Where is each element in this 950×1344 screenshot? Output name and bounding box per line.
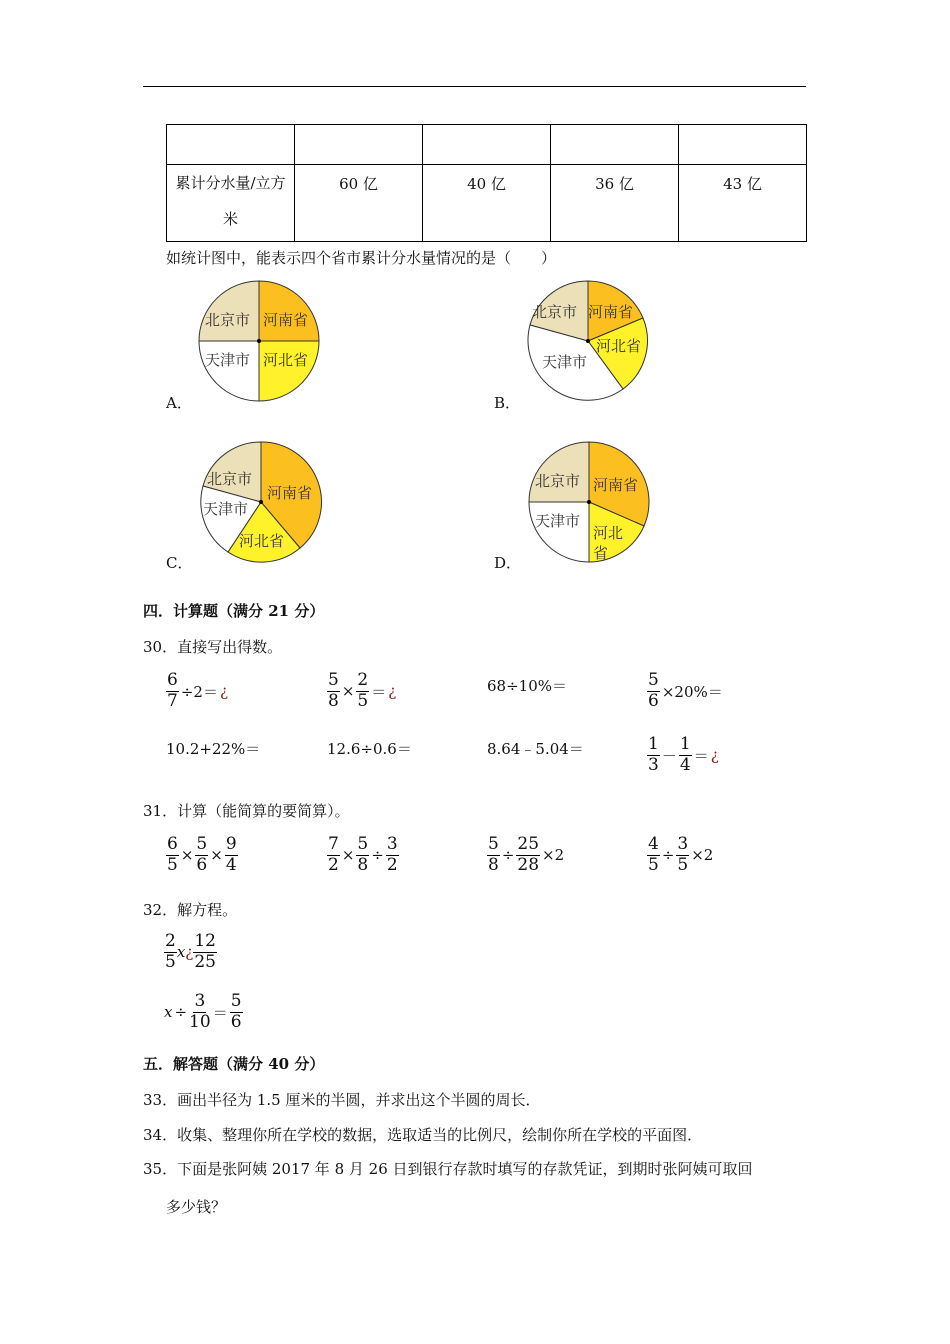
pie-label: 天津市: [203, 500, 249, 518]
q30-expr-8: $\frac{1}{3}$ － $\frac{1}{4}$ ＝ ¿: [648, 734, 719, 775]
table-cell: 43 亿: [679, 165, 807, 242]
option-d-label: D．: [494, 554, 522, 572]
fraction: $\frac{2}{5}$: [165, 931, 176, 972]
pie-label: 天津市: [535, 512, 581, 530]
option-b-label: B．: [494, 394, 521, 412]
fraction: $\frac{3}{2}$: [386, 834, 398, 875]
pie-label: 天津市: [205, 351, 251, 369]
pie-chart-b[interactable]: [526, 279, 650, 403]
fraction: $\frac{25}{28}$: [517, 834, 540, 875]
header-rule: [143, 86, 806, 87]
pie-label: 河南省: [588, 303, 634, 321]
section-5-title: 五．解答题（满分 40 分）: [143, 1055, 325, 1073]
table-header-cell: [423, 125, 551, 165]
pie-label: 河北: [593, 524, 624, 542]
q30-expr-4: $\frac{5}{6}$ ×20%＝: [648, 670, 723, 711]
fraction: $\frac{3}{10}$: [189, 991, 211, 1032]
fraction: $\frac{5}{6}$: [196, 834, 208, 875]
table-header-cell: [295, 125, 423, 165]
pie-label: 北京市: [207, 470, 253, 488]
q30-expr-7: 8.64﹣5.04＝: [487, 740, 584, 758]
question-35-text: 35．下面是张阿姨 2017 年 8 月 26 日到银行存款时填写的存款凭证，到期时张阿姨可取回: [143, 1160, 753, 1178]
table-header-cell: [679, 125, 807, 165]
q30-expr-2: $\frac{5}{8}$ × $\frac{2}{5}$ ＝ ¿: [328, 670, 397, 711]
q31-expr-3: $\frac{5}{8}$ ÷ $\frac{25}{28}$ ×2: [488, 834, 565, 875]
q30-expr-1: $\frac{6}{7}$ ÷2＝ ¿: [167, 670, 228, 711]
pie-label: 北京市: [532, 303, 578, 321]
table-header-cell: [167, 125, 295, 165]
row-label-line2: 米: [222, 210, 238, 228]
pie-label: 北京市: [205, 311, 251, 329]
table-row: [167, 165, 807, 242]
pie-label: 河北省: [596, 337, 642, 355]
fraction: $\frac{3}{5}$: [677, 834, 689, 875]
q32-equation-1: $\frac{2}{5}$ x ¿ $\frac{12}{25}$: [165, 931, 216, 972]
q31-expr-2: $\frac{7}{2}$ × $\frac{5}{8}$ ÷ $\frac{3}{2}$: [328, 834, 398, 875]
pie-chart-c[interactable]: [199, 440, 323, 564]
option-a-label: A．: [166, 394, 192, 412]
pie-label: 河南省: [267, 484, 313, 502]
pie-label: 河南省: [593, 476, 639, 494]
question-31-text: 31．计算（能简算的要简算）。: [143, 802, 350, 820]
table-cell: 36 亿: [551, 165, 679, 242]
pie-label: 河南省: [263, 311, 309, 329]
q32-equation-2: x ÷ $\frac{3}{10}$ ＝ $\frac{5}{6}$: [164, 991, 242, 1032]
fraction: $\frac{1}{4}$: [679, 734, 691, 775]
fraction: $\frac{5}{8}$: [488, 834, 499, 875]
pie-label: 河北省: [239, 532, 285, 550]
section-4-title: 四．计算题（满分 21 分）: [143, 602, 325, 620]
q30-expr-5: 10.2+22%＝: [166, 740, 261, 758]
pie-label: 省: [593, 544, 609, 562]
question-32-text: 32．解方程。: [143, 901, 238, 919]
fraction: $\frac{4}{5}$: [648, 834, 659, 875]
fraction: $\frac{2}{5}$: [357, 670, 369, 711]
question-29-text: 如统计图中，能表示四个省市累计分水量情况的是（ ）: [166, 249, 557, 267]
slice-hebei: [259, 341, 319, 401]
row-label-line1: 累计分水量/立方: [175, 174, 286, 192]
fraction: $\frac{6}{5}$: [167, 834, 178, 875]
fraction: $\frac{5}{8}$: [328, 670, 339, 711]
table-cell: 60 亿: [295, 165, 423, 242]
q30-expr-3: 68÷10%＝: [487, 677, 567, 695]
question-35-text-cont: 多少钱？: [166, 1198, 227, 1216]
question-30-text: 30．直接写出得数。: [143, 638, 283, 656]
fraction: $\frac{7}{2}$: [328, 834, 339, 875]
fraction: $\frac{12}{25}$: [194, 931, 216, 972]
table-cell: 40 亿: [423, 165, 551, 242]
option-c-label: C．: [166, 554, 193, 572]
fraction: $\frac{9}{4}$: [225, 834, 237, 875]
slice-tianjin: [529, 502, 589, 562]
q31-expr-4: $\frac{4}{5}$ ÷ $\frac{3}{5}$ ×2: [648, 834, 714, 875]
q30-expr-6: 12.6÷0.6＝: [327, 740, 412, 758]
fraction: $\frac{1}{3}$: [648, 734, 659, 775]
fraction: $\frac{6}{7}$: [167, 670, 178, 711]
pie-chart-d[interactable]: [527, 440, 651, 564]
question-33-text: 33．画出半径为 1.5 厘米的半圆，并求出这个半圆的周长．: [143, 1091, 541, 1109]
q31-expr-1: $\frac{6}{5}$ × $\frac{5}{6}$ × $\frac{9}{4}$: [167, 834, 237, 875]
pie-chart-a[interactable]: [197, 279, 321, 403]
table-row-label: [167, 165, 295, 242]
pie-label: 河北省: [263, 351, 309, 369]
fraction: $\frac{5}{6}$: [648, 670, 659, 711]
slice-tianjin: [199, 341, 259, 401]
fraction: $\frac{5}{6}$: [230, 991, 242, 1032]
fraction: $\frac{5}{8}$: [357, 834, 369, 875]
table-header-row: [167, 125, 807, 165]
table-header-cell: [551, 125, 679, 165]
water-table: [166, 124, 807, 242]
pie-label: 天津市: [542, 353, 588, 371]
question-34-text: 34．收集、整理你所在学校的数据，选取适当的比例尺，绘制你所在学校的平面图．: [143, 1126, 703, 1144]
pie-label: 北京市: [535, 472, 581, 490]
